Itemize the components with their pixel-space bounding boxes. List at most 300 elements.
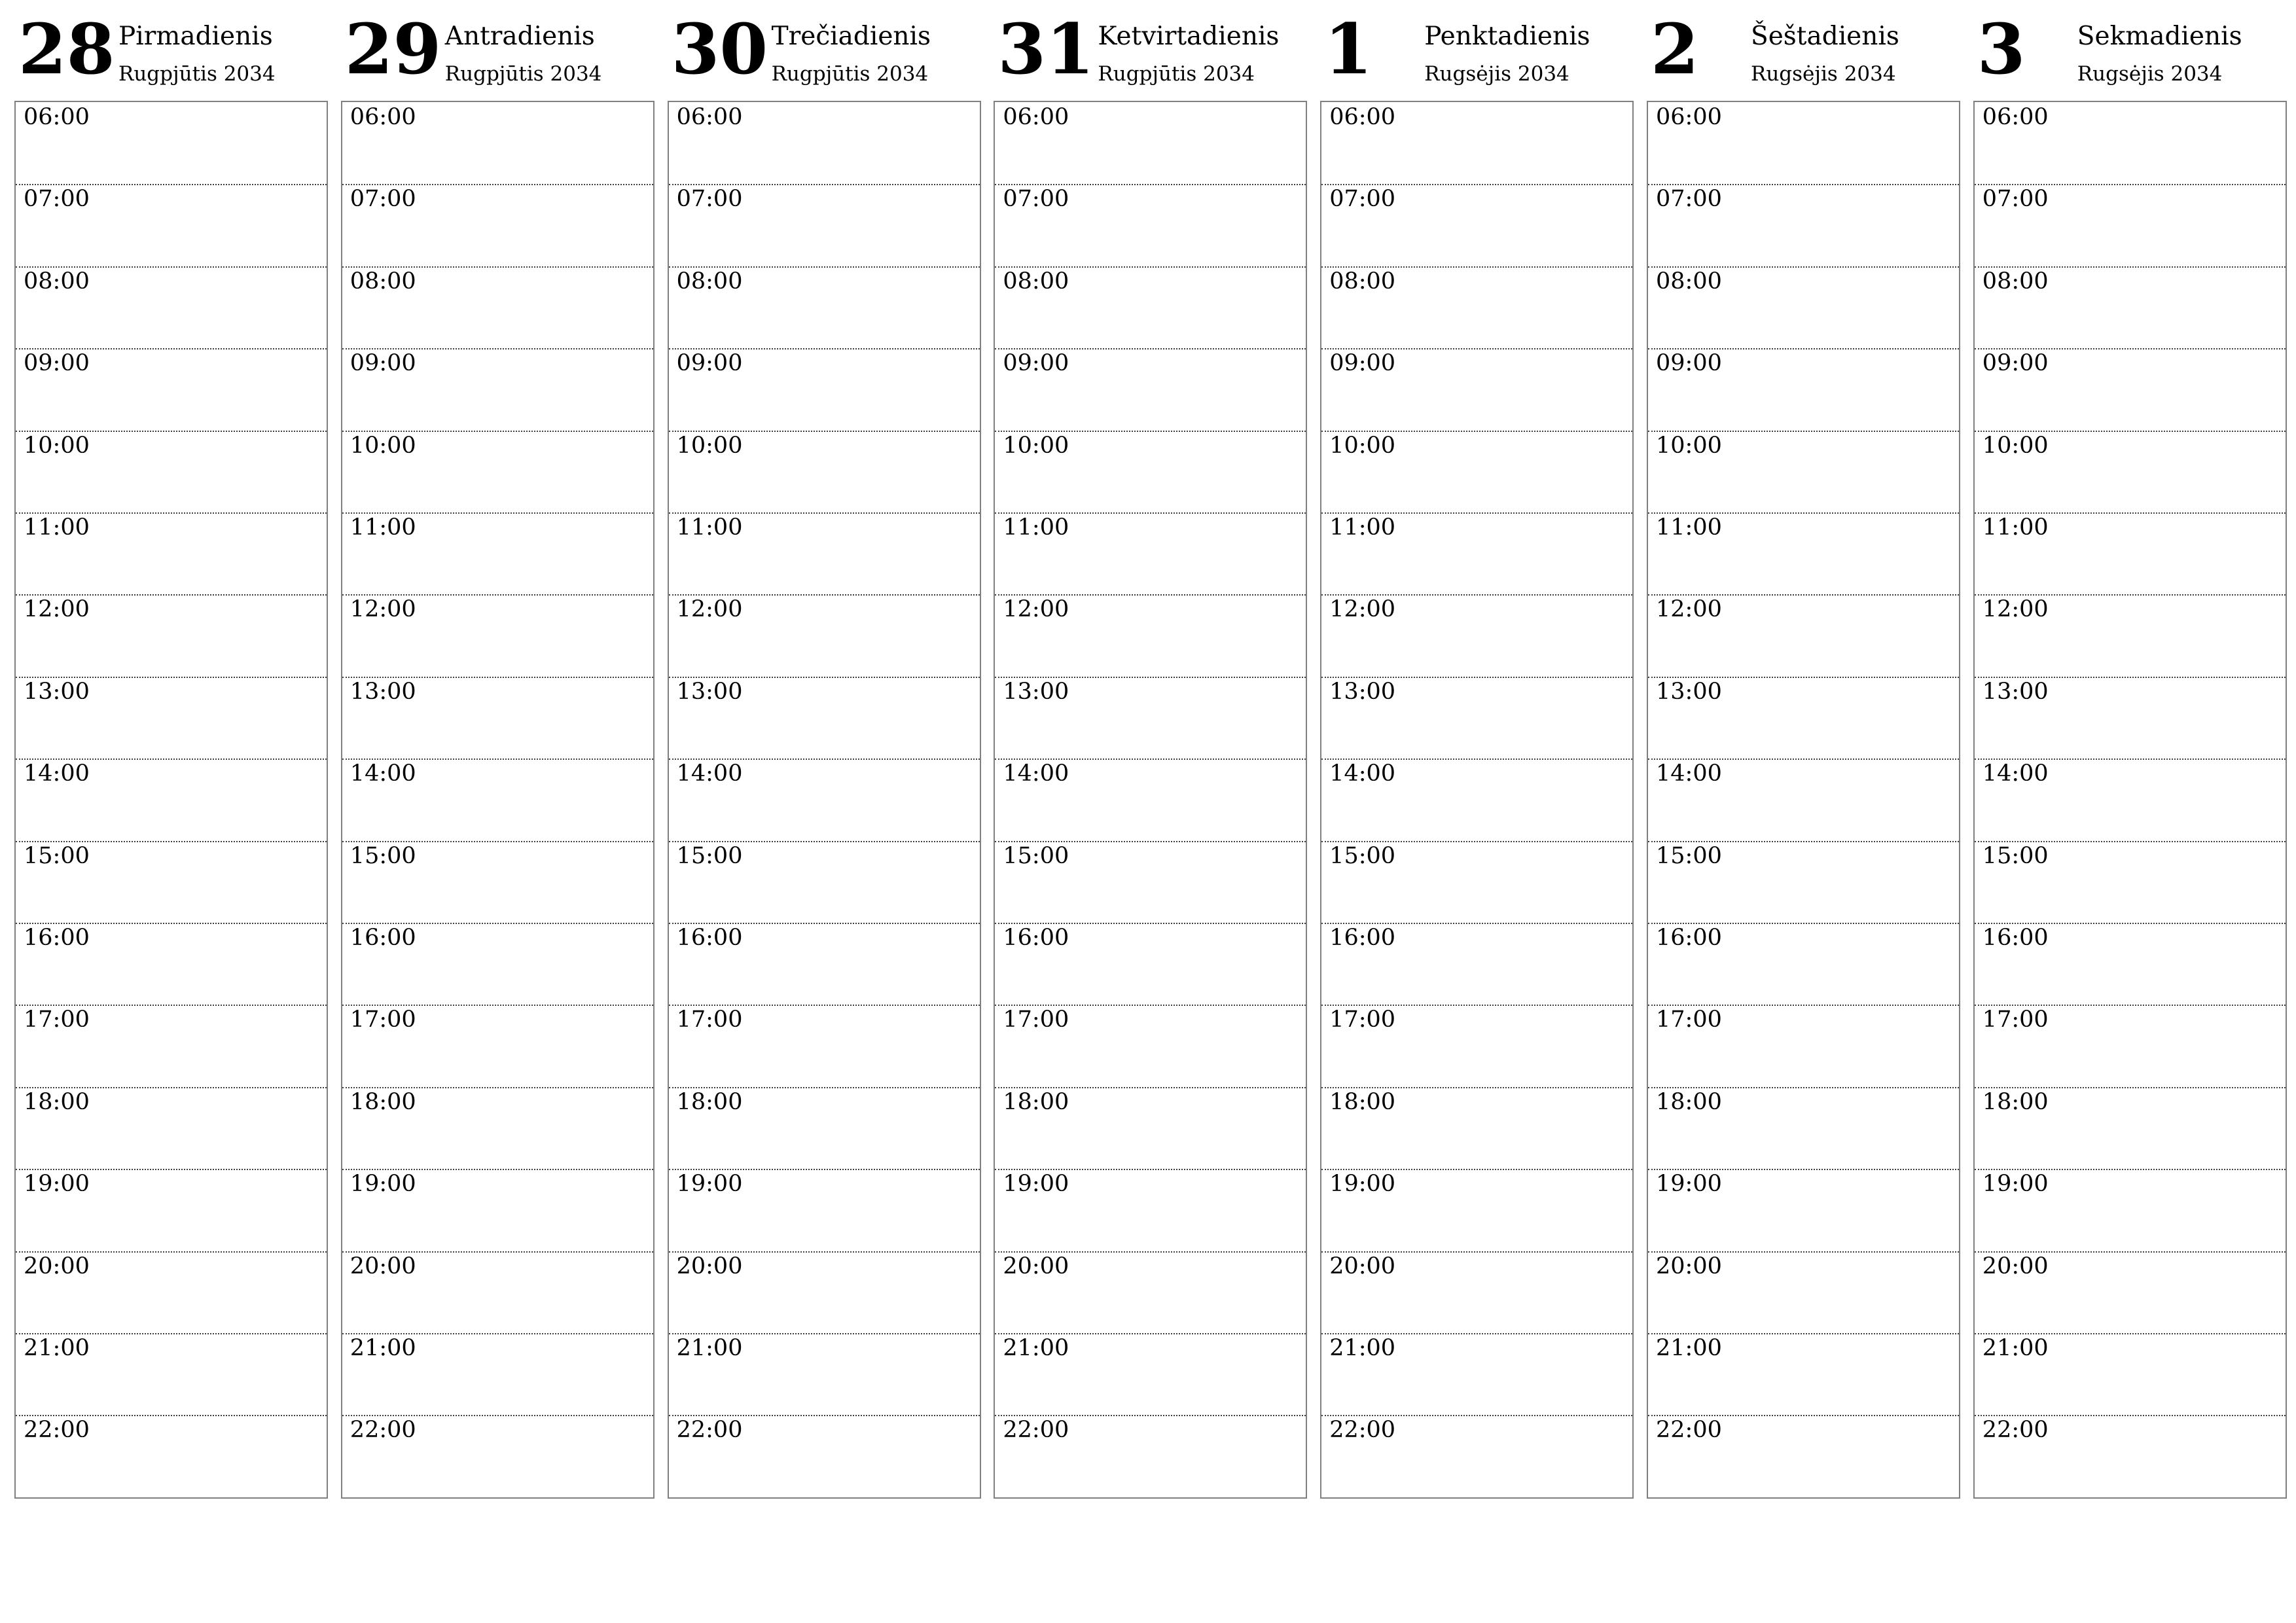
hour-divider	[1321, 431, 1632, 432]
hour-label: 06:00	[676, 104, 743, 130]
hour-slot[interactable]	[342, 841, 653, 923]
hour-slot[interactable]	[1648, 594, 1959, 676]
hour-slot[interactable]	[342, 431, 653, 512]
hour-label: 21:00	[24, 1335, 90, 1361]
day-column	[994, 0, 1307, 1499]
hour-label: 13:00	[24, 678, 90, 705]
hour-slot[interactable]	[16, 1333, 327, 1415]
hour-divider	[1975, 1169, 2286, 1170]
hour-label: 08:00	[1656, 268, 1722, 294]
hour-slot[interactable]	[669, 431, 980, 512]
hour-divider	[1648, 1087, 1959, 1088]
hour-slot[interactable]	[1648, 266, 1959, 348]
hour-divider	[16, 923, 327, 924]
hour-label: 22:00	[1656, 1417, 1722, 1444]
hour-slot[interactable]	[669, 266, 980, 348]
hour-label: 14:00	[1329, 760, 1396, 787]
hour-slot[interactable]	[1321, 512, 1632, 594]
hour-label: 20:00	[1656, 1253, 1722, 1279]
hours-box	[668, 101, 981, 1499]
hour-slot[interactable]	[1648, 102, 1959, 184]
hour-label: 08:00	[1982, 268, 2049, 294]
hour-label: 07:00	[1656, 186, 1722, 213]
hour-divider	[1321, 594, 1632, 596]
hour-divider	[669, 1251, 980, 1253]
hour-divider	[1975, 594, 2286, 596]
hour-label: 14:00	[1003, 760, 1069, 787]
hour-label: 16:00	[1982, 925, 2049, 951]
hour-label: 15:00	[676, 842, 743, 869]
hour-divider	[1321, 512, 1632, 514]
hour-slot[interactable]	[16, 431, 327, 512]
hour-slot[interactable]	[995, 841, 1306, 923]
hour-label: 17:00	[1656, 1007, 1722, 1033]
hour-label: 17:00	[1003, 1007, 1069, 1033]
hour-slot[interactable]	[1321, 1087, 1632, 1169]
hour-slot[interactable]	[1648, 758, 1959, 840]
hour-label: 22:00	[24, 1417, 90, 1444]
hour-slot[interactable]	[995, 1251, 1306, 1333]
hour-slot[interactable]	[16, 1251, 327, 1333]
day-number: 28	[18, 8, 115, 90]
hour-slot[interactable]	[995, 1415, 1306, 1497]
hour-divider	[1648, 1251, 1959, 1253]
hour-divider	[1648, 431, 1959, 432]
hour-label: 07:00	[676, 186, 743, 213]
hour-slot[interactable]	[669, 594, 980, 676]
hour-label: 14:00	[350, 760, 416, 787]
hour-slot[interactable]	[1321, 841, 1632, 923]
hour-label: 20:00	[1003, 1253, 1069, 1279]
hour-divider	[1975, 1333, 2286, 1334]
hour-label: 21:00	[350, 1335, 416, 1361]
hour-label: 19:00	[24, 1171, 90, 1198]
day-header	[1647, 0, 1960, 98]
hour-divider	[1975, 1415, 2286, 1416]
hour-slot[interactable]	[342, 1333, 653, 1415]
hour-label: 12:00	[350, 596, 416, 623]
hour-label: 19:00	[1982, 1171, 2049, 1198]
hour-slot[interactable]	[669, 1333, 980, 1415]
hour-slot[interactable]	[16, 1087, 327, 1169]
day-name: Sekmadienis	[2077, 22, 2242, 51]
hour-divider	[342, 1415, 653, 1416]
hour-label: 11:00	[676, 514, 743, 541]
hour-slot[interactable]	[1975, 1005, 2286, 1086]
hour-label: 11:00	[1656, 514, 1722, 541]
hour-divider	[669, 1415, 980, 1416]
hour-label: 09:00	[676, 350, 743, 377]
hour-divider	[1648, 841, 1959, 842]
hour-divider	[1975, 1251, 2286, 1253]
hour-label: 10:00	[1003, 432, 1069, 459]
hour-label: 22:00	[350, 1417, 416, 1444]
hour-slot[interactable]	[342, 594, 653, 676]
hour-divider	[342, 677, 653, 678]
day-header	[994, 0, 1307, 98]
hour-divider	[16, 594, 327, 596]
hours-box	[1647, 101, 1960, 1499]
hour-divider	[1321, 1333, 1632, 1334]
day-number: 2	[1651, 8, 1699, 90]
hour-divider	[1321, 1415, 1632, 1416]
hour-slot[interactable]	[342, 1169, 653, 1251]
hour-slot[interactable]	[669, 758, 980, 840]
hour-label: 14:00	[24, 760, 90, 787]
hour-slot[interactable]	[1648, 512, 1959, 594]
hour-slot[interactable]	[669, 1251, 980, 1333]
hour-slot[interactable]	[1321, 1251, 1632, 1333]
hour-label: 09:00	[24, 350, 90, 377]
hour-slot[interactable]	[16, 512, 327, 594]
hour-divider	[669, 1333, 980, 1334]
hour-slot[interactable]	[669, 512, 980, 594]
day-month: Rugsėjis 2034	[1424, 62, 1570, 86]
hour-divider	[16, 266, 327, 268]
hour-divider	[1321, 1251, 1632, 1253]
day-month: Rugpjūtis 2034	[1098, 62, 1255, 86]
hour-slot[interactable]	[16, 1415, 327, 1497]
hour-divider	[995, 1087, 1306, 1088]
hour-slot[interactable]	[1648, 923, 1959, 1005]
hour-divider	[1321, 677, 1632, 678]
hour-slot[interactable]	[995, 512, 1306, 594]
hour-label: 12:00	[1329, 596, 1396, 623]
day-header	[341, 0, 655, 98]
hour-divider	[1648, 1415, 1959, 1416]
hour-divider	[995, 431, 1306, 432]
hour-label: 11:00	[24, 514, 90, 541]
hour-slot[interactable]	[16, 348, 327, 430]
hours-box	[14, 101, 328, 1499]
hour-divider	[1321, 841, 1632, 842]
hour-divider	[342, 184, 653, 185]
hour-divider	[342, 1333, 653, 1334]
hour-label: 18:00	[1982, 1088, 2049, 1115]
day-column	[1973, 0, 2287, 1499]
hour-slot[interactable]	[1321, 431, 1632, 512]
hour-divider	[342, 1087, 653, 1088]
hour-label: 12:00	[1982, 596, 2049, 623]
hour-label: 20:00	[1982, 1253, 2049, 1279]
hour-slot[interactable]	[16, 102, 327, 184]
hour-slot[interactable]	[995, 758, 1306, 840]
hour-divider	[669, 758, 980, 760]
hour-slot[interactable]	[669, 1415, 980, 1497]
hour-slot[interactable]	[1321, 102, 1632, 184]
hour-label: 08:00	[24, 268, 90, 294]
hour-label: 16:00	[1329, 925, 1396, 951]
hour-slot[interactable]	[1975, 677, 2286, 758]
hour-slot[interactable]	[342, 923, 653, 1005]
hour-divider	[342, 923, 653, 924]
hour-label: 11:00	[1329, 514, 1396, 541]
hour-label: 14:00	[676, 760, 743, 787]
hour-slot[interactable]	[16, 594, 327, 676]
hour-slot[interactable]	[669, 184, 980, 266]
hour-divider	[16, 841, 327, 842]
hour-label: 15:00	[1003, 842, 1069, 869]
hour-divider	[16, 1251, 327, 1253]
hour-divider	[995, 512, 1306, 514]
hour-slot[interactable]	[342, 1251, 653, 1333]
hour-label: 15:00	[1982, 842, 2049, 869]
hour-divider	[995, 1415, 1306, 1416]
hour-slot[interactable]	[1648, 348, 1959, 430]
hour-divider	[16, 1169, 327, 1170]
hour-divider	[669, 1005, 980, 1006]
hour-divider	[342, 348, 653, 349]
hour-slot[interactable]	[995, 1005, 1306, 1086]
hour-slot[interactable]	[1648, 1005, 1959, 1086]
hour-slot[interactable]	[1975, 923, 2286, 1005]
hour-label: 16:00	[676, 925, 743, 951]
hour-slot[interactable]	[1648, 1169, 1959, 1251]
day-number: 30	[671, 8, 768, 90]
hour-slot[interactable]	[1975, 841, 2286, 923]
hour-slot[interactable]	[1648, 1251, 1959, 1333]
hour-label: 15:00	[24, 842, 90, 869]
hour-label: 17:00	[350, 1007, 416, 1033]
hour-divider	[995, 841, 1306, 842]
hour-slot[interactable]	[16, 1169, 327, 1251]
hour-label: 06:00	[1656, 104, 1722, 130]
hour-slot[interactable]	[1321, 1415, 1632, 1497]
hour-slot[interactable]	[342, 266, 653, 348]
hour-label: 10:00	[350, 432, 416, 459]
hour-label: 11:00	[350, 514, 416, 541]
hour-slot[interactable]	[1321, 348, 1632, 430]
hour-slot[interactable]	[1975, 102, 2286, 184]
hour-divider	[1648, 923, 1959, 924]
hour-label: 07:00	[1329, 186, 1396, 213]
hour-slot[interactable]	[995, 677, 1306, 758]
hour-divider	[16, 1005, 327, 1006]
hour-slot[interactable]	[1975, 512, 2286, 594]
hour-slot[interactable]	[1321, 677, 1632, 758]
hour-label: 07:00	[1003, 186, 1069, 213]
hour-slot[interactable]	[1321, 923, 1632, 1005]
hour-label: 20:00	[676, 1253, 743, 1279]
hour-slot[interactable]	[1975, 1169, 2286, 1251]
hour-label: 21:00	[1982, 1335, 2049, 1361]
hour-label: 10:00	[1982, 432, 2049, 459]
hour-divider	[1321, 266, 1632, 268]
hour-label: 17:00	[676, 1007, 743, 1033]
hour-label: 09:00	[1656, 350, 1722, 377]
hour-slot[interactable]	[669, 1087, 980, 1169]
hour-divider	[669, 677, 980, 678]
hour-slot[interactable]	[1648, 1333, 1959, 1415]
hour-slot[interactable]	[669, 348, 980, 430]
hour-slot[interactable]	[1975, 184, 2286, 266]
hour-slot[interactable]	[1648, 677, 1959, 758]
hour-label: 18:00	[1656, 1088, 1722, 1115]
hour-label: 06:00	[1329, 104, 1396, 130]
hour-label: 19:00	[1003, 1171, 1069, 1198]
hour-slot[interactable]	[1975, 1251, 2286, 1333]
hour-slot[interactable]	[1648, 184, 1959, 266]
hour-slot[interactable]	[16, 758, 327, 840]
hour-divider	[669, 266, 980, 268]
hour-slot[interactable]	[1648, 431, 1959, 512]
hour-label: 12:00	[1656, 596, 1722, 623]
hour-slot[interactable]	[342, 1087, 653, 1169]
day-column	[1320, 0, 1634, 1499]
hour-divider	[1975, 677, 2286, 678]
hour-slot[interactable]	[995, 184, 1306, 266]
hour-label: 17:00	[1329, 1007, 1396, 1033]
hour-divider	[1975, 348, 2286, 349]
hour-label: 19:00	[676, 1171, 743, 1198]
hour-label: 20:00	[350, 1253, 416, 1279]
hour-slot[interactable]	[1975, 1087, 2286, 1169]
hour-slot[interactable]	[16, 184, 327, 266]
hour-slot[interactable]	[16, 266, 327, 348]
hour-label: 10:00	[1329, 432, 1396, 459]
hour-slot[interactable]	[1975, 594, 2286, 676]
hour-slot[interactable]	[995, 923, 1306, 1005]
hour-divider	[669, 594, 980, 596]
hour-slot[interactable]	[342, 184, 653, 266]
day-month: Rugsėjis 2034	[2077, 62, 2223, 86]
hour-slot[interactable]	[995, 266, 1306, 348]
hour-slot[interactable]	[16, 923, 327, 1005]
hour-slot[interactable]	[1648, 841, 1959, 923]
hour-label: 16:00	[24, 925, 90, 951]
hour-label: 16:00	[1656, 925, 1722, 951]
hour-divider	[1321, 758, 1632, 760]
hour-divider	[1648, 184, 1959, 185]
hour-slot[interactable]	[1975, 348, 2286, 430]
hour-slot[interactable]	[1321, 1169, 1632, 1251]
hour-slot[interactable]	[1648, 1415, 1959, 1497]
hour-slot[interactable]	[16, 1005, 327, 1086]
hour-label: 12:00	[676, 596, 743, 623]
hour-label: 08:00	[1003, 268, 1069, 294]
hour-label: 12:00	[24, 596, 90, 623]
hour-label: 08:00	[676, 268, 743, 294]
hour-slot[interactable]	[1321, 758, 1632, 840]
hour-divider	[16, 1333, 327, 1334]
hour-divider	[342, 1169, 653, 1170]
hour-divider	[16, 348, 327, 349]
hour-slot[interactable]	[669, 1169, 980, 1251]
hour-slot[interactable]	[342, 348, 653, 430]
hour-slot[interactable]	[995, 102, 1306, 184]
hour-slot[interactable]	[1321, 594, 1632, 676]
hour-divider	[16, 1087, 327, 1088]
hour-divider	[669, 923, 980, 924]
hour-slot[interactable]	[995, 1333, 1306, 1415]
hour-divider	[342, 431, 653, 432]
hour-label: 12:00	[1003, 596, 1069, 623]
hour-divider	[1321, 1005, 1632, 1006]
hour-slot[interactable]	[669, 841, 980, 923]
hour-label: 08:00	[1329, 268, 1396, 294]
hour-divider	[995, 266, 1306, 268]
hour-slot[interactable]	[1648, 1087, 1959, 1169]
hour-slot[interactable]	[995, 1169, 1306, 1251]
hour-slot[interactable]	[342, 758, 653, 840]
hour-divider	[669, 431, 980, 432]
hour-label: 22:00	[1982, 1417, 2049, 1444]
day-name: Šeštadienis	[1751, 22, 1899, 51]
hour-slot[interactable]	[342, 512, 653, 594]
hour-label: 16:00	[350, 925, 416, 951]
hour-slot[interactable]	[16, 841, 327, 923]
hour-divider	[995, 758, 1306, 760]
hour-slot[interactable]	[1975, 431, 2286, 512]
hour-slot[interactable]	[669, 677, 980, 758]
hour-slot[interactable]	[342, 1415, 653, 1497]
hour-divider	[1321, 923, 1632, 924]
hour-slot[interactable]	[1975, 758, 2286, 840]
hour-slot[interactable]	[995, 348, 1306, 430]
hour-label: 07:00	[24, 186, 90, 213]
hour-divider	[1648, 758, 1959, 760]
hour-slot[interactable]	[342, 1005, 653, 1086]
hour-divider	[995, 1169, 1306, 1170]
hour-slot[interactable]	[1975, 266, 2286, 348]
hour-label: 10:00	[1656, 432, 1722, 459]
hours-box	[1973, 101, 2287, 1499]
hour-slot[interactable]	[1321, 1005, 1632, 1086]
hour-slot[interactable]	[1975, 1333, 2286, 1415]
hour-label: 19:00	[1329, 1171, 1396, 1198]
hour-divider	[1648, 266, 1959, 268]
hour-slot[interactable]	[669, 1005, 980, 1086]
day-number: 29	[344, 8, 442, 90]
day-column	[14, 0, 328, 1499]
hour-slot[interactable]	[1975, 1415, 2286, 1497]
hour-divider	[342, 594, 653, 596]
hour-divider	[995, 348, 1306, 349]
hour-label: 22:00	[1003, 1417, 1069, 1444]
hour-label: 19:00	[350, 1171, 416, 1198]
hour-slot[interactable]	[16, 677, 327, 758]
hour-divider	[669, 1087, 980, 1088]
hour-label: 07:00	[350, 186, 416, 213]
hour-label: 06:00	[350, 104, 416, 130]
hour-slot[interactable]	[342, 102, 653, 184]
hour-divider	[342, 841, 653, 842]
hour-divider	[1975, 841, 2286, 842]
day-column	[668, 0, 981, 1499]
hour-label: 18:00	[676, 1088, 743, 1115]
hour-label: 13:00	[1982, 678, 2049, 705]
hour-slot[interactable]	[669, 923, 980, 1005]
hour-divider	[995, 1333, 1306, 1334]
hour-slot[interactable]	[669, 102, 980, 184]
hour-divider	[995, 677, 1306, 678]
hour-slot[interactable]	[995, 1087, 1306, 1169]
hour-slot[interactable]	[342, 677, 653, 758]
hour-divider	[1648, 512, 1959, 514]
day-column	[1647, 0, 1960, 1499]
hour-divider	[1648, 1333, 1959, 1334]
hour-slot[interactable]	[995, 594, 1306, 676]
hour-slot[interactable]	[1321, 266, 1632, 348]
hour-slot[interactable]	[995, 431, 1306, 512]
hour-label: 21:00	[676, 1335, 743, 1361]
hour-divider	[669, 1169, 980, 1170]
hour-divider	[1648, 1005, 1959, 1006]
hour-slot[interactable]	[1321, 184, 1632, 266]
hour-label: 18:00	[1329, 1088, 1396, 1115]
day-name: Antradienis	[444, 22, 595, 51]
hour-slot[interactable]	[1321, 1333, 1632, 1415]
